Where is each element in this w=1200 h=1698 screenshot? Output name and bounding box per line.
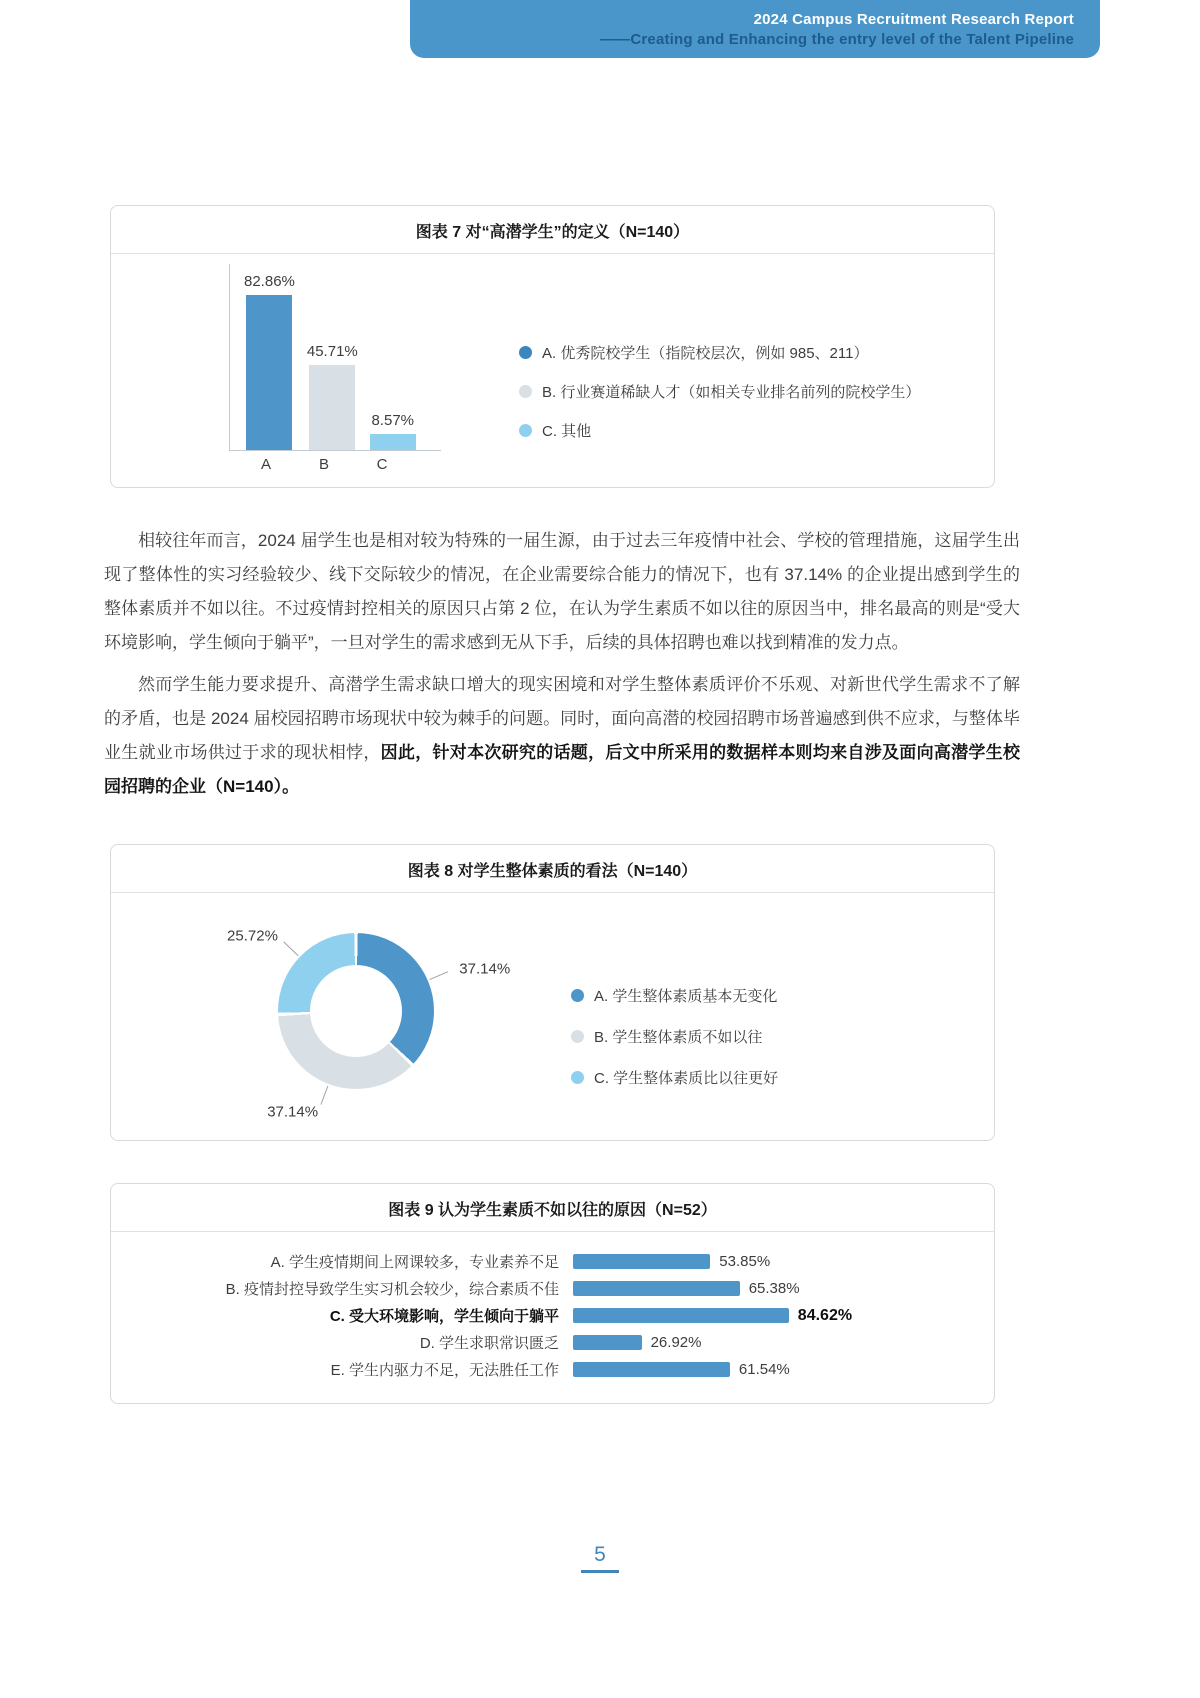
hbar-rect	[573, 1335, 642, 1350]
page-header-banner	[410, 0, 1100, 58]
hbar-rect	[573, 1254, 710, 1269]
bar-category-label: C	[376, 456, 388, 473]
bar-rect	[246, 295, 292, 450]
chart9-row	[111, 1302, 994, 1329]
chart7-bar-B	[307, 343, 358, 451]
chart8-legend	[571, 899, 778, 1134]
hbar-value-label: 26.92%	[650, 1334, 702, 1351]
chart9-title: 图表 9 认为学生素质不如以往的原因（N=52）	[111, 1184, 994, 1232]
hbar-value-label: 84.62%	[797, 1306, 853, 1324]
bar-value-label: 8.57%	[371, 412, 415, 429]
hbar-category-label: E. 学生内驱力不足，无法胜任工作	[330, 1362, 559, 1379]
chart9-box	[110, 1183, 995, 1404]
bar-category-label: B	[318, 456, 329, 473]
legend-dot-icon	[571, 1071, 584, 1084]
legend-label: B. 学生整体素质不如以往	[594, 1029, 763, 1046]
hbar-value-label: 53.85%	[719, 1253, 771, 1270]
legend-label: A. 学生整体素质基本无变化	[594, 988, 778, 1005]
hbar-value-label: 65.38%	[748, 1280, 800, 1297]
legend-item	[519, 381, 920, 402]
chart7-legend	[519, 342, 920, 441]
legend-dot-icon	[519, 424, 532, 437]
bar-value-label: 45.71%	[306, 342, 358, 360]
legend-item	[571, 985, 778, 1006]
donut-percent-label: 37.14%	[267, 1103, 319, 1121]
chart7-category-axis	[229, 456, 441, 473]
legend-dot-icon	[519, 385, 532, 398]
hbar-rect	[573, 1362, 730, 1377]
paragraph-2	[104, 668, 1020, 804]
legend-dot-icon	[571, 1030, 584, 1043]
donut-percent-label: 37.14%	[459, 960, 511, 978]
page-number: 5	[594, 1543, 606, 1566]
hbar-category-label: B. 疫情封控导致学生实习机会较少，综合素质不佳	[225, 1281, 559, 1298]
chart8-donut	[278, 933, 434, 1089]
page-number-underline	[581, 1570, 619, 1573]
body-text	[104, 524, 1020, 804]
paragraph-2-bold: 因此，针对本次研究的话题，后文中所采用的数据样本则均来自涉及面向高潜学生校园招聘的企业（N=140）。	[104, 743, 1021, 796]
chart9-row	[111, 1329, 994, 1356]
legend-label: C. 学生整体素质比以往更好	[594, 1070, 779, 1087]
hbar-category-label: A. 学生疫情期间上网课较多，专业素养不足	[270, 1254, 559, 1271]
bar-category-label: A	[260, 456, 271, 473]
hbar-value-label: 61.54%	[738, 1361, 790, 1378]
header-report-subtitle: ——Creating and Enhancing the entry level of the Talent Pipeline	[599, 30, 1074, 48]
legend-label: B. 行业赛道稀缺人才（如相关专业排名前列的院校学生）	[542, 384, 921, 401]
chart9-row	[111, 1248, 994, 1275]
chart8-title: 图表 8 对学生整体素质的看法（N=140）	[111, 845, 994, 893]
bar-rect	[370, 434, 416, 450]
chart7-bar-area	[229, 264, 441, 473]
chart9-row	[111, 1275, 994, 1302]
chart7-body	[111, 254, 994, 487]
hbar-category-label: D. 学生求职常识匮乏	[419, 1335, 559, 1352]
chart7-plot	[229, 264, 441, 451]
chart7-bar-A	[244, 273, 295, 450]
paragraph-1: 相较往年而言，2024 届学生也是相对较为特殊的一届生源，由于过去三年疫情中社会、学校的管理措施，这届学生出现了整体性的实习经验较少、线下交际较少的情况，在企业需要综合能力的情况下，也有 37.14% 的企业提出感到学生的整体素质并不如以往。不过疫情封控相关的原因只占第 2 位，在认为学生素质不如以往的原因当中，排名最高的则是“受大环境影响，学生倾向于躺平”，一旦对学生的需求感到无从下手，后续的具体招聘也难以找到精准的发力点。	[104, 531, 1020, 652]
chart7-title: 图表 7 对“高潜学生”的定义（N=140）	[111, 206, 994, 254]
chart8-donut-area	[111, 899, 571, 1134]
chart7-bar-C	[370, 412, 416, 450]
legend-label: C. 其他	[542, 423, 592, 440]
donut-percent-label: 25.72%	[227, 927, 278, 945]
chart8-body	[111, 893, 994, 1140]
chart9-bar-area	[111, 1232, 994, 1403]
legend-dot-icon	[519, 346, 532, 359]
chart7-box	[110, 205, 995, 488]
hbar-rect	[573, 1281, 740, 1296]
paragraph-2-normal: 然而学生能力要求提升、高潜学生需求缺口增大的现实困境和对学生整体素质评价不乐观、对新世代学生需求不了解的矛盾，也是 2024 届校园招聘市场现状中较为棘手的问题。同时，面向高潜的校园招聘市场普遍感到供不应求，与整体毕业生就业市场供过于求的现状相悖，	[104, 675, 1020, 762]
hbar-rect	[573, 1308, 789, 1323]
legend-item	[571, 1067, 778, 1088]
legend-item	[519, 420, 920, 441]
header-report-title: 2024 Campus Recruitment Research Report	[753, 10, 1074, 28]
bar-value-label: 82.86%	[244, 273, 295, 291]
page-footer	[0, 1543, 1200, 1573]
chart8-box	[110, 844, 995, 1141]
hbar-category-label: C. 受大环境影响，学生倾向于躺平	[329, 1308, 559, 1325]
legend-dot-icon	[571, 989, 584, 1002]
legend-item	[519, 342, 920, 363]
legend-label: A. 优秀院校学生（指院校层次，例如 985、211）	[542, 345, 869, 362]
bar-rect	[309, 365, 355, 451]
chart9-row	[111, 1356, 994, 1383]
legend-item	[571, 1026, 778, 1047]
